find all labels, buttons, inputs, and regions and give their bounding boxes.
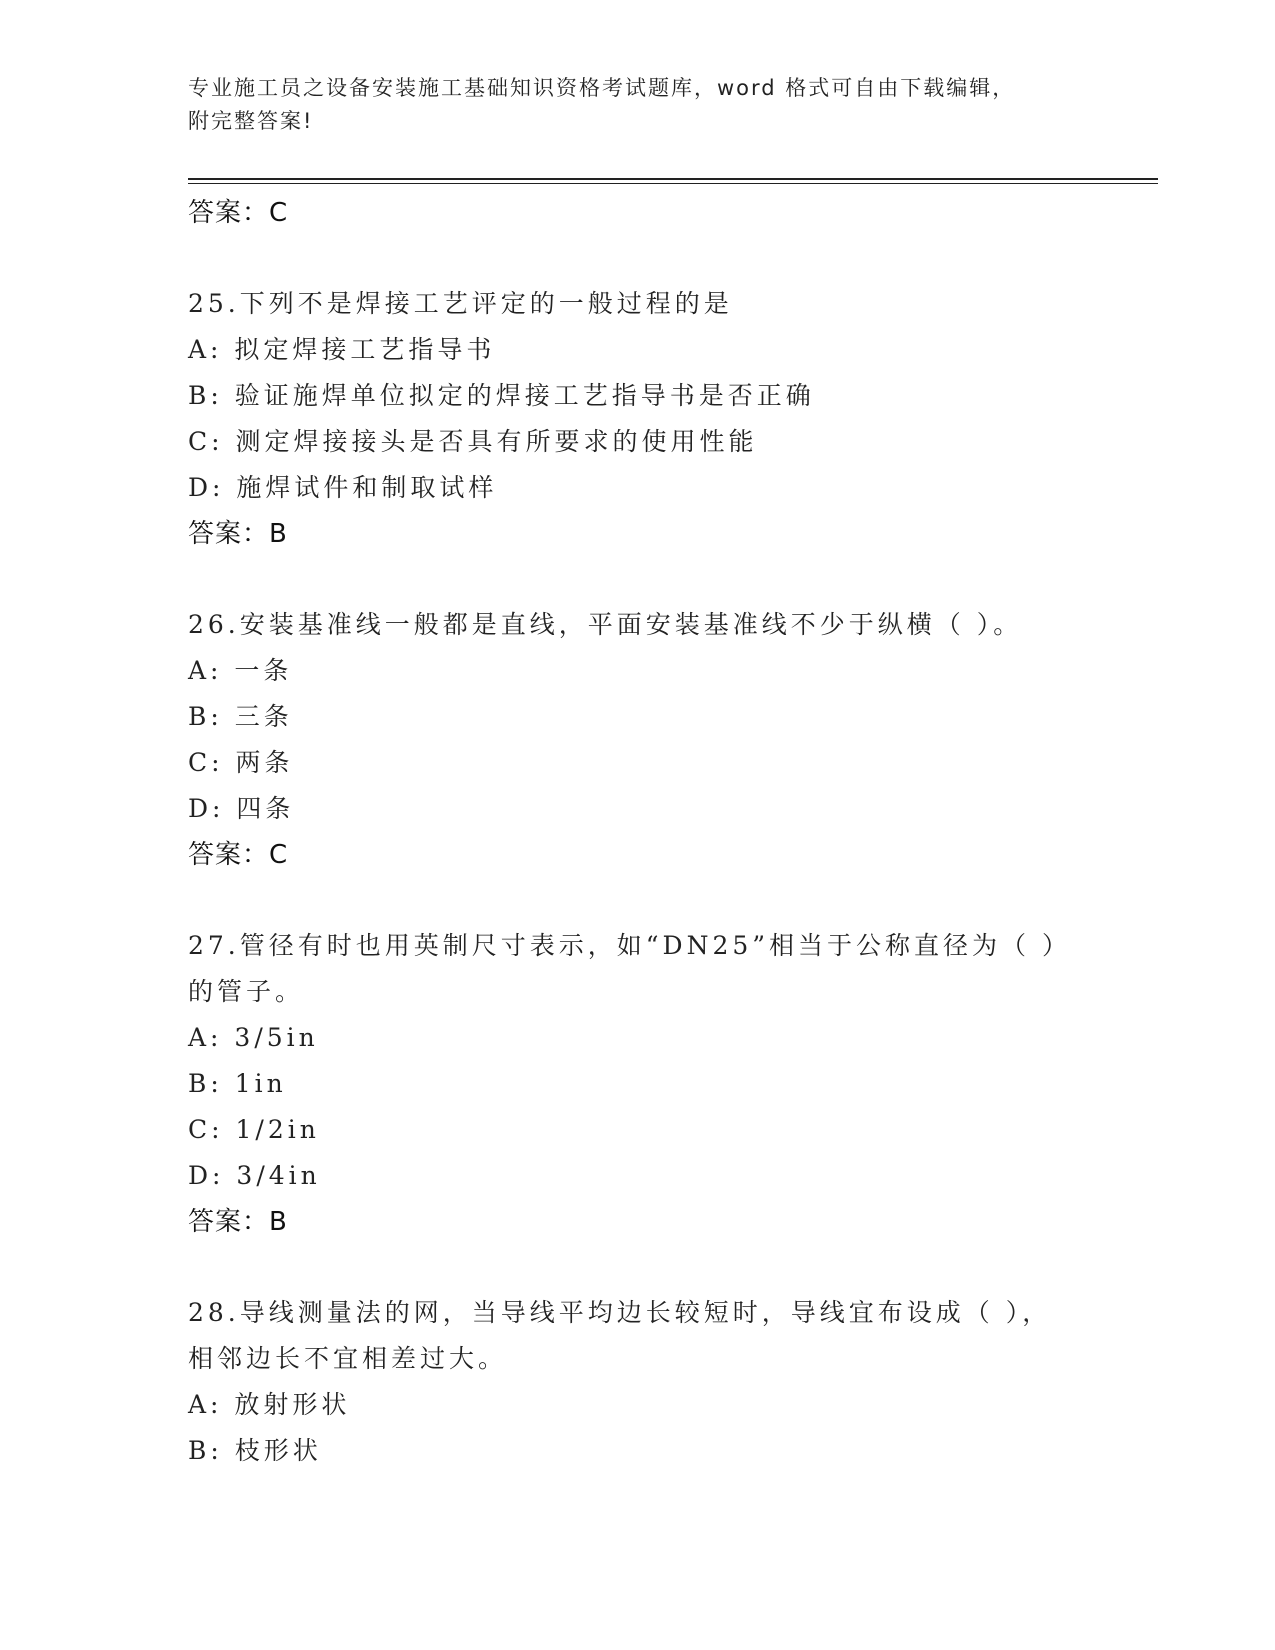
spacer: [188, 1245, 1108, 1290]
question-stem: 25.下列不是焊接工艺评定的一般过程的是: [188, 289, 733, 318]
option-b: B: 枝形状: [188, 1436, 322, 1465]
header-rule-thin: [188, 183, 1158, 184]
answer-24: 答案：C: [188, 198, 289, 228]
spacer: [188, 236, 1108, 281]
question-25: [188, 281, 1108, 557]
option-b: B: 1in: [188, 1069, 287, 1098]
header-line-2: 附完整答案!: [188, 109, 314, 133]
question-stem: 28.导线测量法的网，当导线平均边长较短时，导线宜布设成（ ），: [188, 1298, 1052, 1327]
option-b: B: 三条: [188, 702, 293, 731]
question-stem-continued: 的管子。: [188, 977, 305, 1006]
spacer: [188, 557, 1108, 602]
question-stem-continued: 相邻边长不宜相差过大。: [188, 1344, 508, 1373]
option-d: D: 3/4in: [188, 1161, 321, 1190]
spacer: [188, 878, 1108, 923]
question-27: [188, 923, 1108, 1245]
header-line-1: 专业施工员之设备安装施工基础知识资格考试题库，word 格式可自由下载编辑，: [188, 76, 1016, 100]
header-rule-thick: [188, 178, 1158, 180]
question-stem: 27.管径有时也用英制尺寸表示，如“DN25”相当于公称直径为（ ）: [188, 931, 1071, 960]
option-a: A: 放射形状: [188, 1390, 351, 1419]
question-26: [188, 602, 1108, 878]
question-28: [188, 1290, 1108, 1474]
option-c: C: 两条: [188, 748, 294, 777]
option-b: B: 验证施焊单位拟定的焊接工艺指导书是否正确: [188, 381, 815, 410]
answer: 答案：C: [188, 840, 289, 870]
question-list: [188, 190, 1108, 1474]
answer: 答案：B: [188, 1207, 288, 1237]
option-d: D: 施焊试件和制取试样: [188, 473, 498, 502]
option-a: A: 3/5in: [188, 1023, 319, 1052]
option-c: C: 1/2in: [188, 1115, 320, 1144]
option-c: C: 测定焊接接头是否具有所要求的使用性能: [188, 427, 758, 456]
answer: 答案：B: [188, 519, 288, 549]
option-a: A: 拟定焊接工艺指导书: [188, 335, 496, 364]
question-stem: 26.安装基准线一般都是直线，平面安装基准线不少于纵横（ ）。: [188, 610, 1023, 639]
option-a: A: 一条: [188, 656, 293, 685]
document-header: [188, 72, 1068, 138]
option-d: D: 四条: [188, 794, 295, 823]
